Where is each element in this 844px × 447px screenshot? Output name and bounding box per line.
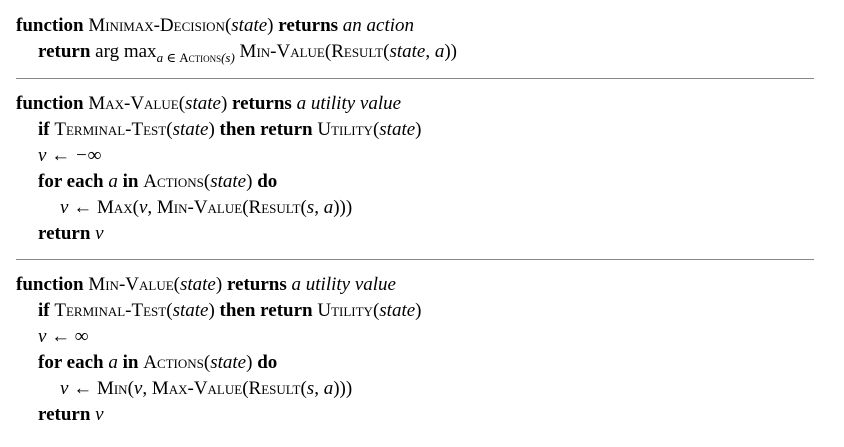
max-value-if-line: if Terminal-Test(state) then return Utility(state) [38, 119, 422, 140]
argmax-operator: arg max [95, 41, 157, 62]
min-value-update-line: v ← Min(v, Max-Value(Result(s, a))) [60, 378, 353, 399]
return-type: a utility value [296, 93, 402, 114]
max-value-update-line: v ← Max(v, Min-Value(Result(s, a))) [60, 197, 353, 218]
function-name: Min-Value [88, 274, 174, 295]
function-keyword: function [16, 274, 84, 295]
max-value-return-line: return v [38, 223, 104, 244]
result-call: Result [331, 41, 384, 62]
max-value-init-line: v ← −∞ [38, 145, 102, 166]
param: state [179, 274, 216, 295]
returns-keyword: returns [232, 93, 292, 114]
return-type: a utility value [291, 274, 396, 295]
max-value-header: function Max-Value(state) returns a utility value [16, 93, 402, 114]
utility-call: Utility [317, 119, 373, 140]
section-divider [16, 259, 814, 260]
min-value-if-line: if Terminal-Test(state) then return Utility(state) [38, 300, 422, 321]
actions-call: Actions [143, 352, 204, 373]
max-call: Max [96, 197, 133, 218]
min-value-init-line: v ← ∞ [38, 326, 89, 347]
min-value-return-line: return v [38, 404, 104, 425]
max-value-for-line: for each a in Actions(state) do [38, 171, 278, 192]
function-name: Max-Value [88, 93, 179, 114]
actions-call: Actions [143, 171, 204, 192]
max-value-call: Max-Value [151, 378, 243, 399]
min-value-header: function Min-Value(state) returns a utility value [16, 274, 396, 295]
min-value-call: Min-Value [156, 197, 243, 218]
min-call: Min [96, 378, 128, 399]
utility-call: Utility [317, 300, 373, 321]
terminal-test-call: Terminal-Test [54, 300, 167, 321]
minimax-decision-return-line: return arg $\max_{a \in Actions(s)}$ Min-Value(Result(state, a)) [38, 41, 457, 65]
section-divider [16, 78, 814, 79]
function-keyword: function [16, 93, 84, 114]
param: state [231, 15, 268, 36]
return-keyword: return [38, 41, 91, 62]
return-type: an action [342, 15, 415, 36]
returns-keyword: returns [226, 274, 287, 295]
result-call: Result [248, 378, 301, 399]
terminal-test-call: Terminal-Test [54, 119, 167, 140]
min-value-for-line: for each a in Actions(state) do [38, 352, 278, 373]
function-name: Minimax-Decision [88, 15, 225, 36]
argmax-subscript: a ∈ Actions(s) [156, 50, 235, 65]
param: state [185, 93, 221, 114]
minimax-decision-header: function Minimax-Decision(state) returns an action [16, 15, 415, 36]
min-value-call: Min-Value [239, 41, 325, 62]
function-keyword: function [16, 15, 84, 36]
result-call: Result [248, 197, 301, 218]
returns-keyword: returns [278, 15, 339, 36]
